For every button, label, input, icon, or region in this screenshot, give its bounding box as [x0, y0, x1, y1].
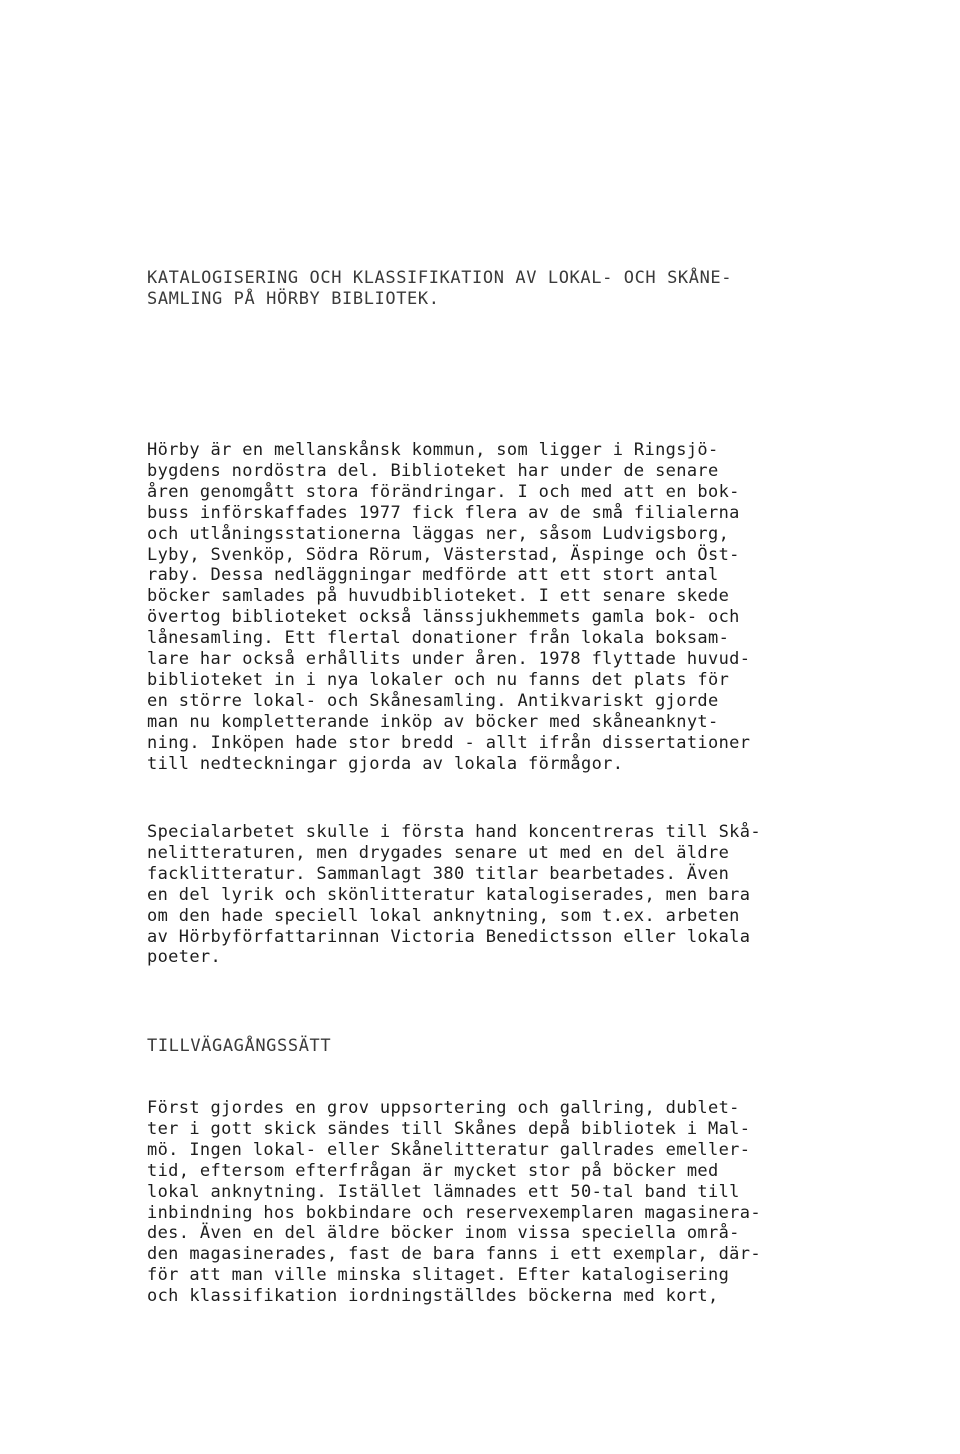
text-line: tid, eftersom efterfrågan är mycket stor på böcker med — [147, 1160, 719, 1181]
text-line: facklitteratur. Sammanlagt 380 titlar bearbetades. Även — [147, 863, 730, 884]
text-line: nelitteraturen, men drygades senare ut med en del äldre — [147, 842, 730, 863]
text-line: Först gjordes en grov uppsortering och gallring, dublet- — [147, 1098, 740, 1118]
text-line: om den hade speciell lokal anknytning, som t.ex. arbeten — [147, 905, 740, 926]
paragraph-method — [147, 1098, 761, 1307]
text-line: ter i gott skick sändes till Skånes depå bibliotek i Mal- — [147, 1118, 751, 1139]
text-line: Specialarbetet skulle i första hand koncentreras till Skå- — [147, 822, 761, 842]
text-line: Lyby, Svenköp, Södra Rörum, Västerstad, Äspinge och Öst- — [147, 544, 740, 565]
text-line: buss införskaffades 1977 fick flera av de små filialerna — [147, 502, 740, 523]
text-line: Hörby är en mellanskånsk kommun, som ligger i Ringsjö- — [147, 440, 719, 460]
text-line: övertog biblioteket också länssjukhemmets gamla bok- och — [147, 607, 740, 628]
text-line: en del lyrik och skönlitteratur katalogiserades, men bara — [147, 884, 751, 905]
text-line: och utlåningsstationerna läggas ner, såsom Ludvigsborg, — [147, 523, 730, 544]
text-line: inbindning hos bokbindare och reservexemplaren magasinera- — [147, 1202, 761, 1223]
text-line: ning. Inköpen hade stor bredd - allt ifrån dissertationer — [147, 732, 751, 753]
text-line: mö. Ingen lokal- eller Skånelitteratur gallrades emeller- — [147, 1139, 751, 1160]
text-line: biblioteket in i nya lokaler och nu fanns det plats för — [147, 669, 730, 690]
text-line: och klassifikation iordningställdes böckerna med kort, — [147, 1286, 719, 1307]
text-line: bygdens nordöstra del. Biblioteket har under de senare — [147, 460, 719, 481]
paragraph-scope — [147, 822, 761, 968]
text-line: des. Även en del äldre böcker inom vissa speciella områ- — [147, 1223, 740, 1244]
text-line: poeter. — [147, 947, 222, 968]
title-line: SAMLING PÅ HÖRBY BIBLIOTEK. — [147, 288, 440, 309]
text-line: åren genomgått stora förändringar. I och med att en bok- — [147, 481, 740, 502]
paragraph-intro — [147, 440, 750, 775]
text-line: den magasinerades, fast de bara fanns i ett exemplar, där- — [147, 1244, 761, 1265]
text-line: en större lokal- och Skånesamling. Antikvariskt gjorde — [147, 690, 719, 711]
text-line: raby. Dessa nedläggningar medförde att ett stort antal — [147, 565, 719, 586]
text-line: lare har också erhållits under åren. 1978 flyttade huvud- — [147, 649, 751, 670]
text-line: man nu kompletterande inköp av böcker med skåneanknyt- — [147, 711, 719, 732]
section-heading — [147, 1036, 331, 1057]
document-title — [147, 268, 732, 310]
text-line: för att man ville minska slitaget. Efter katalogisering — [147, 1265, 730, 1286]
text-line: till nedteckningar gjorda av lokala förmågor. — [147, 753, 624, 774]
text-line: lokal anknytning. Istället lämnades ett 50-tal band till — [147, 1181, 740, 1202]
text-line: böcker samlades på huvudbiblioteket. I ett senare skede — [147, 586, 730, 607]
text-line: lånesamling. Ett flertal donationer från lokala boksam- — [147, 628, 730, 649]
title-line: KATALOGISERING OCH KLASSIFIKATION AV LOKAL- OCH SKÅNE- — [147, 268, 733, 288]
section-heading-text: TILLVÄGAGÅNGSSÄTT — [147, 1036, 332, 1056]
text-line: av Hörbyförfattarinnan Victoria Benedictsson eller lokala — [147, 926, 751, 947]
